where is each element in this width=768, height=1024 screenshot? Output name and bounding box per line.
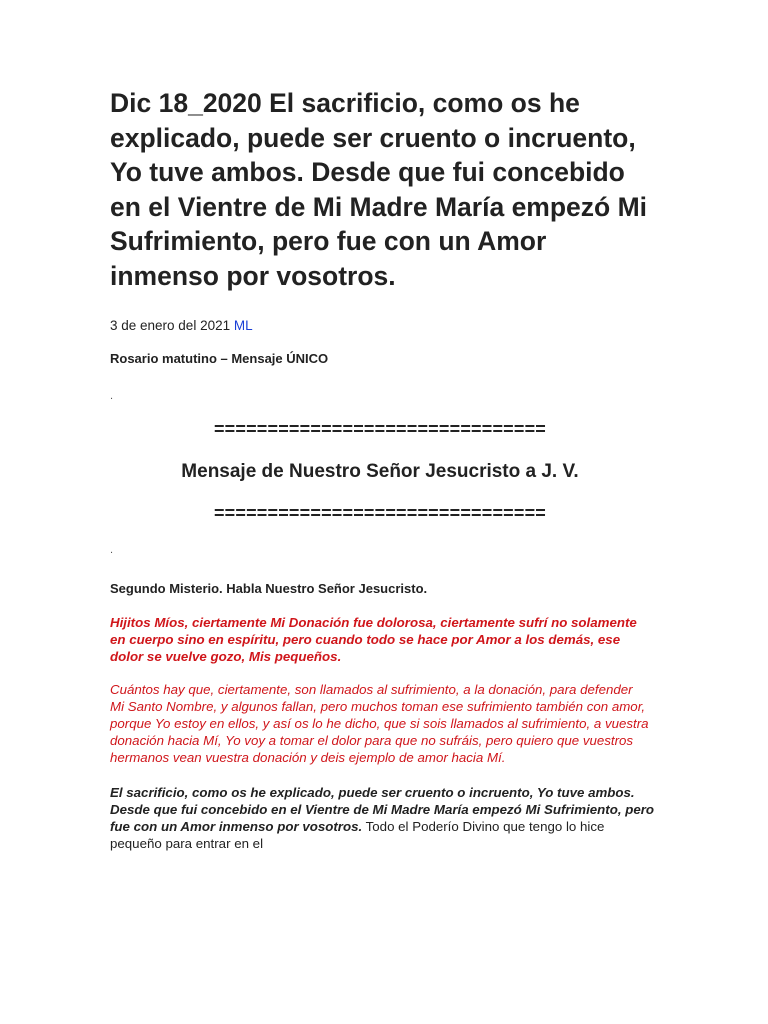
post-meta	[110, 317, 650, 335]
paragraph-red-bold: Hijitos Míos, ciertamente Mi Donación fue dolorosa, ciertamente sufrí no solamente en cuerpo sino en espíritu, pero cuando todo se hace por Amor a los demás, ese dolor se vuelve gozo, Mis pequeños.	[110, 615, 637, 664]
paragraph-sacrificio-bold: El sacrificio, como os he explicado, puede ser cruento o incruento, Yo tuve ambos. Desde que fui concebido en el Vientre de Mi Madre María empezó Mi Sufrimiento, pero fue con un Amor inmenso por vosotros.	[110, 784, 655, 834]
post-date: 3 de enero del 2021	[110, 318, 231, 333]
separator-top: ===============================	[213, 419, 547, 439]
message-heading: Mensaje de Nuestro Señor Jesucristo a J. V.	[181, 461, 579, 482]
dot-divider: .	[110, 544, 114, 556]
paragraph-red-italic: Cuántos hay que, ciertamente, son llamados al sufrimiento, a la donación, para defender Mi Santo Nombre, y algunos fallan, pero muchos toman ese sufrimiento también con amor, porque Yo estoy en ellos, y así os lo he dicho, que si sois llamados al sufrimiento, a vuestra donación hacia Mí, Yo voy a tomar el dolor para que no sufráis, pero quiero que vuestros hermanos vean vuestra donación y deis ejemplo de amor hacia Mí.	[110, 682, 649, 765]
author-link[interactable]: ML	[233, 318, 253, 333]
misterio-heading: Segundo Misterio. Habla Nuestro Señor Jesucristo.	[110, 581, 428, 596]
separator-bottom: ===============================	[213, 503, 547, 523]
page-title: Dic 18_2020 El sacrificio, como os he explicado, puede ser cruento o incruento, Yo tuve ambos. Desde que fui concebido en el Vientre de Mi Madre María empezó Mi Sufrimiento, pero fue con un Amor inmenso por vosotros.	[110, 88, 648, 291]
rosario-subtitle: Rosario matutino – Mensaje ÚNICO	[110, 351, 329, 366]
paragraph-sacrificio-normal: Todo el Poderío Divino que tengo lo hice pequeño para entrar en el	[110, 818, 605, 851]
dot-divider: .	[110, 390, 114, 402]
paragraph-sacrificio	[110, 784, 655, 852]
document-page	[110, 86, 655, 852]
